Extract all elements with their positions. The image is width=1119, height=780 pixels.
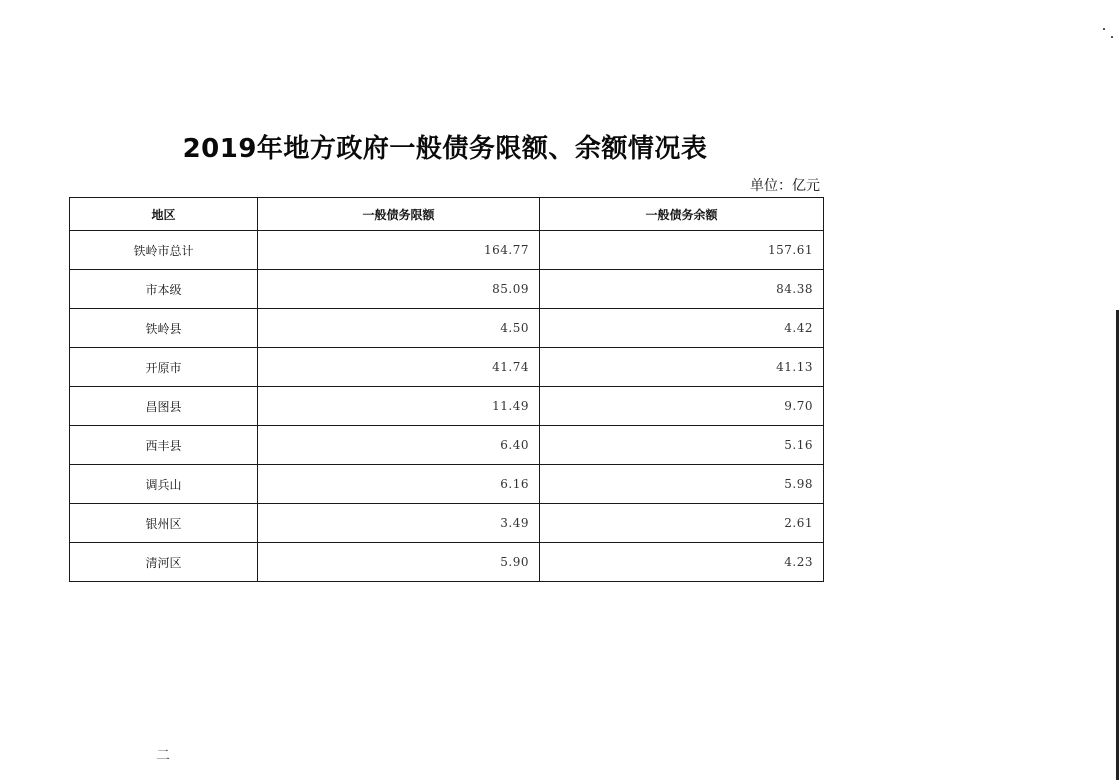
table-row	[70, 543, 824, 582]
cell-debt-balance: 157.61	[540, 231, 824, 270]
cell-debt-balance: 84.38	[540, 270, 824, 309]
cell-region: 铁岭县	[70, 309, 258, 348]
scan-speck	[1103, 28, 1105, 30]
cell-debt-limit: 5.90	[258, 543, 540, 582]
document-title: 2019年地方政府一般债务限额、余额情况表	[182, 134, 708, 164]
cell-debt-balance: 9.70	[540, 387, 824, 426]
table-row	[70, 504, 824, 543]
cell-debt-limit: 164.77	[258, 231, 540, 270]
cell-debt-limit: 6.16	[258, 465, 540, 504]
table-header-row	[70, 198, 824, 231]
table-row	[70, 270, 824, 309]
debt-table	[69, 197, 824, 582]
page-mark: 二	[156, 748, 170, 764]
cell-debt-balance: 4.23	[540, 543, 824, 582]
cell-region: 市本级	[70, 270, 258, 309]
cell-region: 调兵山	[70, 465, 258, 504]
cell-debt-balance: 41.13	[540, 348, 824, 387]
header-debt-balance: 一般债务余额	[540, 198, 824, 231]
unit-label: 单位：亿元	[750, 178, 820, 194]
table-row	[70, 231, 824, 270]
cell-region: 铁岭市总计	[70, 231, 258, 270]
header-debt-limit: 一般债务限额	[258, 198, 540, 231]
cell-region: 银州区	[70, 504, 258, 543]
cell-debt-limit: 11.49	[258, 387, 540, 426]
cell-region: 昌图县	[70, 387, 258, 426]
cell-region: 清河区	[70, 543, 258, 582]
cell-region: 西丰县	[70, 426, 258, 465]
cell-debt-limit: 6.40	[258, 426, 540, 465]
table-row	[70, 465, 824, 504]
table-row	[70, 426, 824, 465]
cell-debt-limit: 41.74	[258, 348, 540, 387]
cell-debt-balance: 5.16	[540, 426, 824, 465]
cell-region: 开原市	[70, 348, 258, 387]
cell-debt-balance: 2.61	[540, 504, 824, 543]
cell-debt-limit: 4.50	[258, 309, 540, 348]
cell-debt-limit: 3.49	[258, 504, 540, 543]
table-row	[70, 348, 824, 387]
cell-debt-balance: 5.98	[540, 465, 824, 504]
header-region: 地区	[70, 198, 258, 231]
cell-debt-balance: 4.42	[540, 309, 824, 348]
cell-debt-limit: 85.09	[258, 270, 540, 309]
scan-speck	[1111, 36, 1113, 38]
table-row	[70, 309, 824, 348]
table-row	[70, 387, 824, 426]
